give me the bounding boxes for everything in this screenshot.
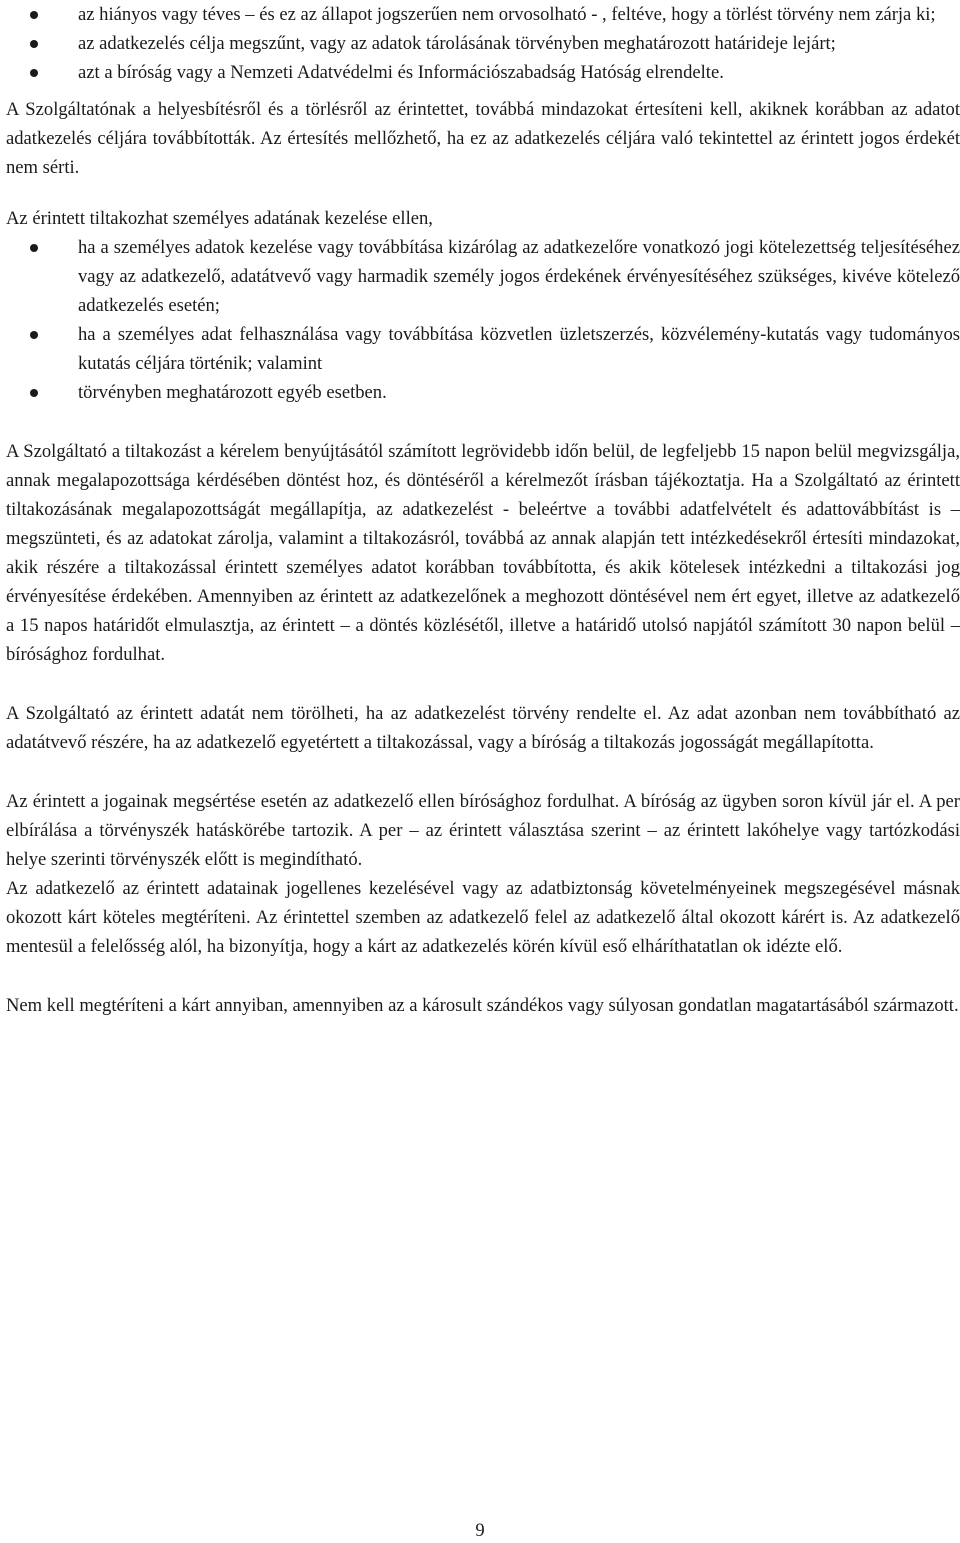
objection-procedure-paragraph: A Szolgáltató a tiltakozást a kérelem benyújtásától számított legrövidebb időn belül, de legfeljebb 15 napon belül megvizsgálja, annak megalapozottsága kérdésében döntést hoz, és döntéséről a kérelmezőt írásban tájékoztatja. Ha a Szolgáltató az érintett tiltakozásának megalapozottságát megállapítja, az adatkezelést - beleértve a további adatfelvételt és adattovábbítást is – megszünteti, és az adatokat zárolja, valamint a tiltakozásról, továbbá az annak alapján tett intézkedésekről értesíti mindazokat, akik részére a tiltakozással érintett személyes adatot korábban továbbította, és akik kötelesek intézkedni a tiltakozási jog érvényesítése érdekében. Amennyiben az érintett az adatkezelőnek a meghozott döntésével nem ért egyet, illetve az adatkezelő a 15 napos határidőt elmulasztja, az érintett – a döntés közlésétől, illetve a határidő utolsó napjától számított 30 napon belül – bírósághoz fordulhat.: [6, 441, 960, 665]
list-item: ha a személyes adat felhasználása vagy továbbítása közvetlen üzletszerzés, közvélemény-kutatás vagy tudományos kutatás céljára történik; valamint: [6, 320, 960, 378]
page-number: 9: [475, 1520, 485, 1541]
objection-intro: Az érintett tiltakozhat személyes adatának kezelése ellen,: [6, 208, 433, 229]
bullet-icon: [30, 40, 38, 48]
list-item: az hiányos vagy téves – és ez az állapot jogszerűen nem orvosolható - , feltéve, hogy a törlést törvény nem zárja ki;: [6, 0, 960, 29]
bullet-icon: [30, 69, 38, 77]
bullet-icon: [30, 331, 38, 339]
bullet-icon: [30, 244, 38, 252]
objection-cases-list: [6, 233, 960, 407]
court-remedy-paragraph: Az érintett a jogainak megsértése esetén az adatkezelő ellen bírósághoz fordulhat. A bíróság az ügyben soron kívül jár el. A per elbírálása a törvényszék hatáskörébe tartozik. A per – az érintett választása szerint – az érintett lakóhelye vagy tartózkodási helye szerinti törvényszék előtt is megindítható.: [6, 791, 960, 870]
list-item: törvényben meghatározott egyéb esetben.: [6, 378, 960, 407]
damages-paragraph: Az adatkezelő az érintett adatainak jogellenes kezelésével vagy az adatbiztonság követelményeinek megszegésével másnak okozott kárt köteles megtéríteni. Az érintettel szemben az adatkezelő felel az adatkezelő által okozott kárért is. Az adatkezelő mentesül a felelősség alól, ha bizonyítja, hogy a kárt az adatkezelés körén kívül eső elháríthatatlan ok idézte elő.: [6, 878, 960, 957]
deletion-conditions-list: [6, 0, 960, 87]
document-page: [6, 0, 960, 1020]
bullet-icon: [30, 389, 38, 397]
list-item: ha a személyes adatok kezelése vagy továbbítása kizárólag az adatkezelőre vonatkozó jogi kötelezettség teljesítéséhez vagy az adatkezelő, adatátvevő vagy harmadik személy jogos érdekének érvényesítéséhez szükséges, kivéve kötelező adatkezelés esetén;: [6, 233, 960, 320]
notification-paragraph: A Szolgáltatónak a helyesbítésről és a törlésről az érintettet, továbbá mindazokat értesíteni kell, akiknek korábban az adatot adatkezelés céljára továbbították. Az értesítés mellőzhető, ha ez az adatkezelés céljára való tekintettel az érintett jogos érdekét nem sérti.: [6, 99, 960, 178]
bullet-icon: [30, 11, 38, 19]
deletion-restriction-paragraph: A Szolgáltató az érintett adatát nem törölheti, ha az adatkezelést törvény rendelte el. Az adat azonban nem továbbítható az adatátvevő részére, ha az adatkezelő egyetértett a tiltakozással, vagy a bíróság a tiltakozás jogosságát megállapította.: [6, 703, 960, 753]
damages-exemption-paragraph: Nem kell megtéríteni a kárt annyiban, amennyiben az a károsult szándékos vagy súlyosan gondatlan magatartásából származott.: [6, 995, 959, 1016]
list-item: az adatkezelés célja megszűnt, vagy az adatok tárolásának törvényben meghatározott határideje lejárt;: [6, 29, 960, 58]
list-item: azt a bíróság vagy a Nemzeti Adatvédelmi és Információszabadság Hatóság elrendelte.: [6, 58, 960, 87]
